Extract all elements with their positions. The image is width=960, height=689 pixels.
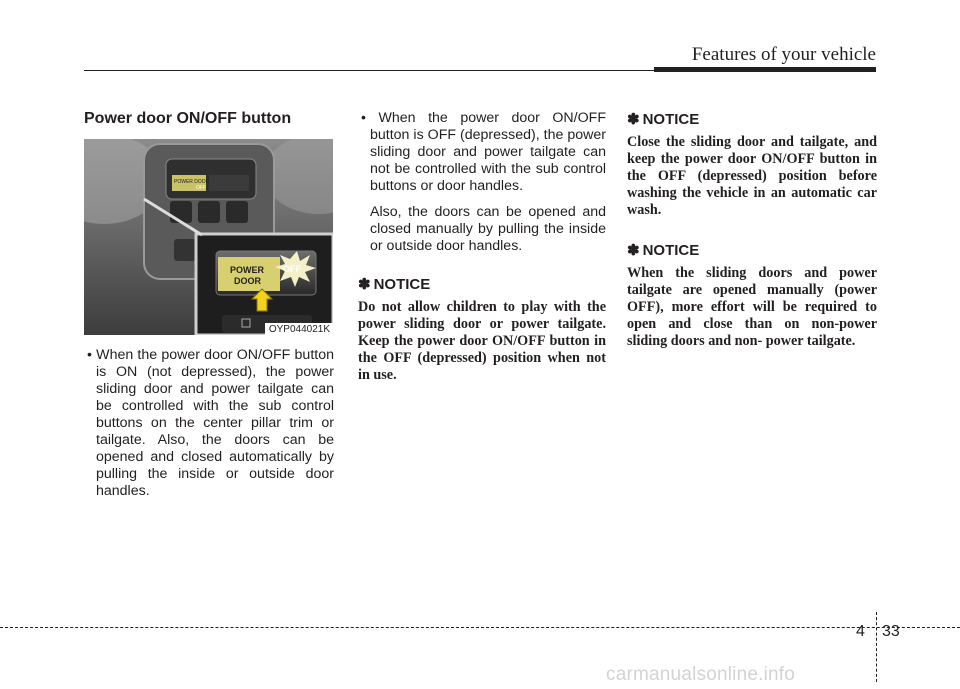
- power-door-button-figure: [84, 139, 333, 335]
- header-rule-thick: [654, 67, 876, 72]
- column-1: [84, 110, 334, 500]
- notice-car-wash-heading: [627, 110, 877, 128]
- running-header: Features of your vehicle: [691, 44, 876, 65]
- notice-title: NOTICE: [642, 242, 700, 259]
- notice-children-body: Do not allow children to play with the power sliding door or power tailgate. Keep the power door ON/OFF button in the OFF (depressed) position when not in use.: [358, 299, 606, 383]
- page-number-separator: [876, 612, 877, 682]
- notice-manual-effort-heading: [627, 241, 877, 259]
- notice-manual-effort-body: When the sliding doors and power tailgate are opened manually (power OFF), more effort will be required to open and close than on non-power sliding doors and non- power tailgate.: [627, 265, 877, 349]
- notice-car-wash-body: Close the sliding door and tailgate, and keep the power door ON/OFF button in the OFF (depressed) position before washing the vehicle in an automatic car wash.: [627, 134, 877, 218]
- overhead-console-illustration: [84, 139, 333, 335]
- small-power-door-label: POWER DOOR: [174, 179, 210, 185]
- chapter-number: 4: [856, 623, 865, 640]
- figure-caption: OYP044021K: [265, 323, 333, 335]
- page-number: 33: [882, 623, 900, 640]
- header-rule: [84, 70, 654, 71]
- small-off-label: OFF: [196, 185, 206, 191]
- notice-mark-icon: ✽: [627, 242, 640, 259]
- footer-rule: [0, 627, 960, 628]
- watermark-link[interactable]: carmanualsonline.info: [606, 664, 796, 685]
- notice-mark-icon: ✽: [358, 276, 371, 293]
- big-power-label: POWER: [230, 265, 265, 275]
- notice-title: NOTICE: [642, 111, 700, 128]
- bullet-power-off: • When the power door ON/OFF button is OFF (depressed), the power sliding door and power tailgate can not be controlled with the sub control buttons or door handles.: [361, 110, 606, 194]
- bullet-power-on: • When the power door ON/OFF button is ON (not depressed), the power sliding door and power tailgate can be controlled with the sub control buttons on the center pillar trim or tailgate. Also, the doors can be opened and closed automatically by pulling the inside or outside door handles.: [87, 347, 334, 499]
- notice-mark-icon: ✽: [627, 111, 640, 128]
- big-door-label: DOOR: [234, 276, 261, 286]
- bullet-power-off-text: When the power door ON/OFF button is OFF (depressed), the power sliding door and power tailgate can not be controlled with the sub control buttons or door handles.: [370, 110, 606, 194]
- column-3: [627, 110, 877, 350]
- notice-children-heading: [358, 275, 606, 293]
- section-title: Power door ON/OFF button: [84, 110, 292, 127]
- manual-operation-paragraph: Also, the doors can be opened and closed manually by pulling the inside or outside door handles.: [370, 204, 606, 254]
- big-off-label: OFF: [283, 264, 301, 274]
- notice-title: NOTICE: [373, 276, 431, 293]
- bullet-power-on-text: When the power door ON/OFF button is ON (not depressed), the power sliding door and power tailgate can be controlled with the sub control buttons on the center pillar trim or tailgate. Also, the doors can be opened and closed automatically by pulling the inside or outside door handles.: [96, 347, 334, 499]
- column-2: [358, 110, 606, 384]
